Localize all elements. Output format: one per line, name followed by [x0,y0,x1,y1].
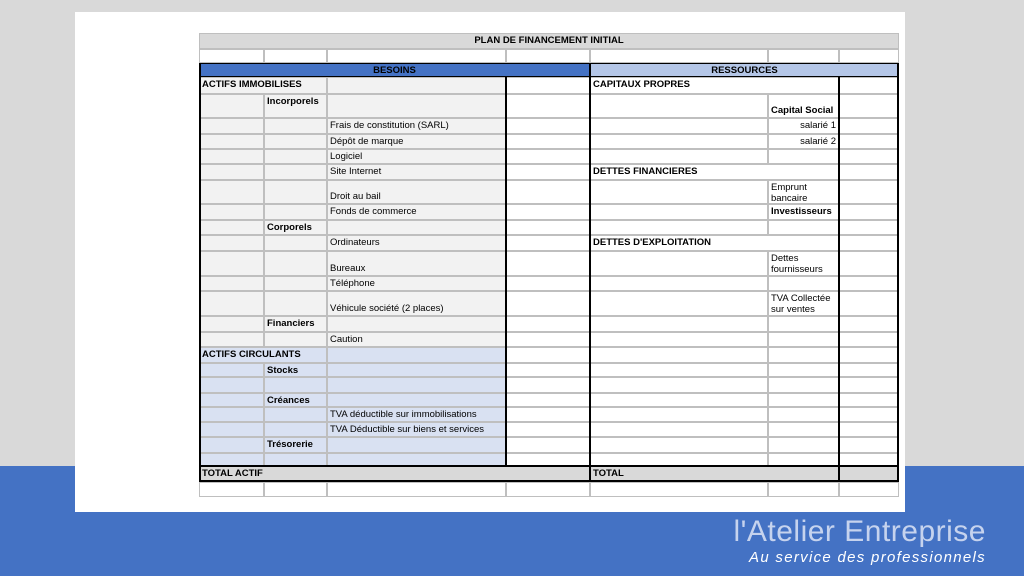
amount-cell[interactable] [506,220,590,235]
amount-cell[interactable] [506,407,590,422]
amount-cell[interactable] [506,180,590,204]
sheet-cell [768,377,839,393]
sheet-cell [199,437,264,453]
sheet-cell [199,204,264,220]
ressources-header: RESSOURCES [590,63,899,77]
sheet-cell [768,149,839,164]
sheet-cell [264,235,327,251]
sheet-cell [590,220,768,235]
sheet-cell [264,134,327,149]
total-actif-label: TOTAL ACTIF [199,466,590,482]
besoins-header: BESOINS [199,63,590,77]
amount-cell[interactable] [839,251,899,276]
frame-total-top [199,465,899,467]
sheet-cell [590,347,768,363]
line-item-label: Dépôt de marque [327,134,506,149]
sheet-cell [199,134,264,149]
sheet-cell [590,276,768,291]
sheet-cell [199,377,264,393]
amount-cell[interactable] [506,204,590,220]
sheet-cell [768,363,839,377]
sheet-cell [839,49,899,63]
line-item-label: Investisseurs [768,204,839,220]
sheet-cell [264,407,327,422]
sheet-cell [264,180,327,204]
sheet-cell [327,49,506,63]
sheet-cell [264,422,327,437]
sheet-cell [327,437,506,453]
frame-right [897,63,899,482]
sheet-cell [590,49,768,63]
sheet-cell [264,118,327,134]
section-label: DETTES D'EXPLOITATION [590,235,839,251]
line-item-label: Fonds de commerce [327,204,506,220]
amount-cell[interactable] [506,276,590,291]
sheet-cell [199,316,264,332]
sheet-cell [506,482,590,497]
sheet-cell [264,276,327,291]
sheet-cell [264,251,327,276]
sheet-cell [590,377,768,393]
sheet-cell [327,94,506,118]
amount-cell[interactable] [506,347,590,363]
amount-cell[interactable] [506,316,590,332]
sheet-cell [590,134,768,149]
sheet-cell [199,407,264,422]
line-item-label: Frais de constitution (SARL) [327,118,506,134]
sheet-cell [768,482,839,497]
line-item-label: Ordinateurs [327,235,506,251]
line-item-label: Dettes fournisseurs [768,251,839,276]
amount-cell[interactable] [839,422,899,437]
sheet-cell [199,220,264,235]
sheet-cell [768,422,839,437]
financing-plan-table [199,33,899,497]
sheet-cell [264,204,327,220]
sheet-cell [264,149,327,164]
sheet-cell [199,49,264,63]
sheet-cell [199,164,264,180]
amount-cell[interactable] [839,332,899,347]
sheet-cell [590,118,768,134]
line-item-label: Emprunt bancaire [768,180,839,204]
category-label: Corporels [264,220,327,235]
amount-cell[interactable] [839,235,899,251]
line-item-label: Bureaux [327,251,506,276]
amount-cell[interactable] [506,332,590,347]
amount-cell[interactable] [839,134,899,149]
sheet-cell [590,149,768,164]
sheet-cell [590,316,768,332]
sheet-cell [199,94,264,118]
amount-cell[interactable] [839,77,899,94]
sheet-cell [768,407,839,422]
sheet-title: PLAN DE FINANCEMENT INITIAL [199,33,899,49]
sheet-cell [199,251,264,276]
amount-cell[interactable] [506,77,590,94]
sheet-cell [199,393,264,407]
sheet-cell [590,204,768,220]
sheet-cell [590,437,768,453]
line-item-label: Site Internet [327,164,506,180]
amount-cell[interactable] [506,134,590,149]
sheet-cell [327,347,506,363]
amount-cell[interactable] [839,118,899,134]
sheet-cell [327,377,506,393]
sheet-cell [199,276,264,291]
sheet-cell [590,291,768,316]
line-item-label: TVA Déductible sur biens et services [327,422,506,437]
amount-cell[interactable] [839,291,899,316]
line-item-label: salarié 1 [768,118,839,134]
category-label: Financiers [264,316,327,332]
sheet-cell [327,482,506,497]
amount-cell[interactable] [839,94,899,118]
amount-cell[interactable] [839,347,899,363]
amount-cell[interactable] [839,149,899,164]
amount-cell[interactable] [839,204,899,220]
category-label: Stocks [264,363,327,377]
section-label: CAPITAUX PROPRES [590,77,839,94]
sheet-cell [768,347,839,363]
amount-cell[interactable] [506,363,590,377]
sheet-cell [199,422,264,437]
amount-cell[interactable] [506,422,590,437]
section-label: ACTIFS CIRCULANTS [199,347,327,363]
sheet-cell [199,180,264,204]
amount-cell[interactable] [839,437,899,453]
line-item-label: TVA déductible sur immobilisations [327,407,506,422]
amount-cell[interactable] [506,437,590,453]
section-label: ACTIFS IMMOBILISES [199,77,327,94]
amount-cell[interactable] [839,363,899,377]
section-label: DETTES FINANCIERES [590,164,839,180]
sheet-cell [199,235,264,251]
amount-cell[interactable] [506,94,590,118]
sheet-cell [199,291,264,316]
line-item-label: Téléphone [327,276,506,291]
sheet-cell [590,363,768,377]
brand-name-prefix: l'Atelier [733,515,845,548]
sheet-cell [327,393,506,407]
sheet-cell [768,220,839,235]
sheet-cell [199,332,264,347]
sheet-cell [199,149,264,164]
sheet-cell [768,437,839,453]
frame-center [589,63,591,482]
total-label: TOTAL [590,466,839,482]
amount-cell[interactable] [839,276,899,291]
spreadsheet-page [75,12,905,512]
sheet-cell [506,49,590,63]
sheet-cell [590,407,768,422]
brand-name-suffix: Entreprise [844,515,986,548]
line-item-label: salarié 2 [768,134,839,149]
sheet-cell [327,363,506,377]
line-item-label: Caution [327,332,506,347]
sheet-cell [839,482,899,497]
amount-cell[interactable] [506,291,590,316]
sheet-cell [590,482,768,497]
sheet-cell [327,316,506,332]
sheet-cell [590,422,768,437]
amount-cell[interactable] [839,407,899,422]
sheet-cell [264,332,327,347]
line-item-label: Logiciel [327,149,506,164]
line-item-label: TVA Collectée sur ventes [768,291,839,316]
sheet-cell [590,94,768,118]
sheet-cell [590,180,768,204]
sheet-cell [199,482,264,497]
amount-cell[interactable] [506,377,590,393]
amount-cell[interactable] [506,164,590,180]
amount-cell[interactable] [839,377,899,393]
sheet-cell [768,316,839,332]
amount-cell[interactable] [839,220,899,235]
sheet-cell [590,251,768,276]
amount-cell[interactable] [839,180,899,204]
brand-name [734,515,987,549]
sheet-cell [590,332,768,347]
frame-ressources-divider [838,77,840,482]
sheet-cell [327,220,506,235]
amount-cell[interactable] [506,118,590,134]
amount-cell[interactable] [506,393,590,407]
line-item-label: Véhicule société (2 places) [327,291,506,316]
frame-besoins-divider [505,77,507,466]
sheet-cell [590,393,768,407]
sheet-cell [327,77,506,94]
sheet-cell [264,291,327,316]
sheet-cell [199,363,264,377]
amount-cell[interactable] [839,393,899,407]
category-label: Trésorerie [264,437,327,453]
sheet-cell [768,49,839,63]
category-label: Incorporels [264,94,327,118]
amount-cell[interactable] [839,316,899,332]
line-item-label: Droit au bail [327,180,506,204]
sheet-cell [264,377,327,393]
sheet-cell [264,482,327,497]
line-item-label: Capital Social [768,94,839,118]
amount-cell[interactable] [506,251,590,276]
category-label: Créances [264,393,327,407]
sheet-cell [768,332,839,347]
sheet-cell [768,276,839,291]
brand-logo [730,512,1010,572]
brand-tagline: Au service des professionnels [749,549,986,566]
sheet-cell [264,164,327,180]
frame-left [199,63,201,482]
sheet-cell [264,49,327,63]
amount-cell[interactable] [506,235,590,251]
amount-cell[interactable] [506,149,590,164]
frame-bottom [199,480,899,482]
amount-cell[interactable] [839,164,899,180]
sheet-cell [768,393,839,407]
sheet-cell [199,118,264,134]
